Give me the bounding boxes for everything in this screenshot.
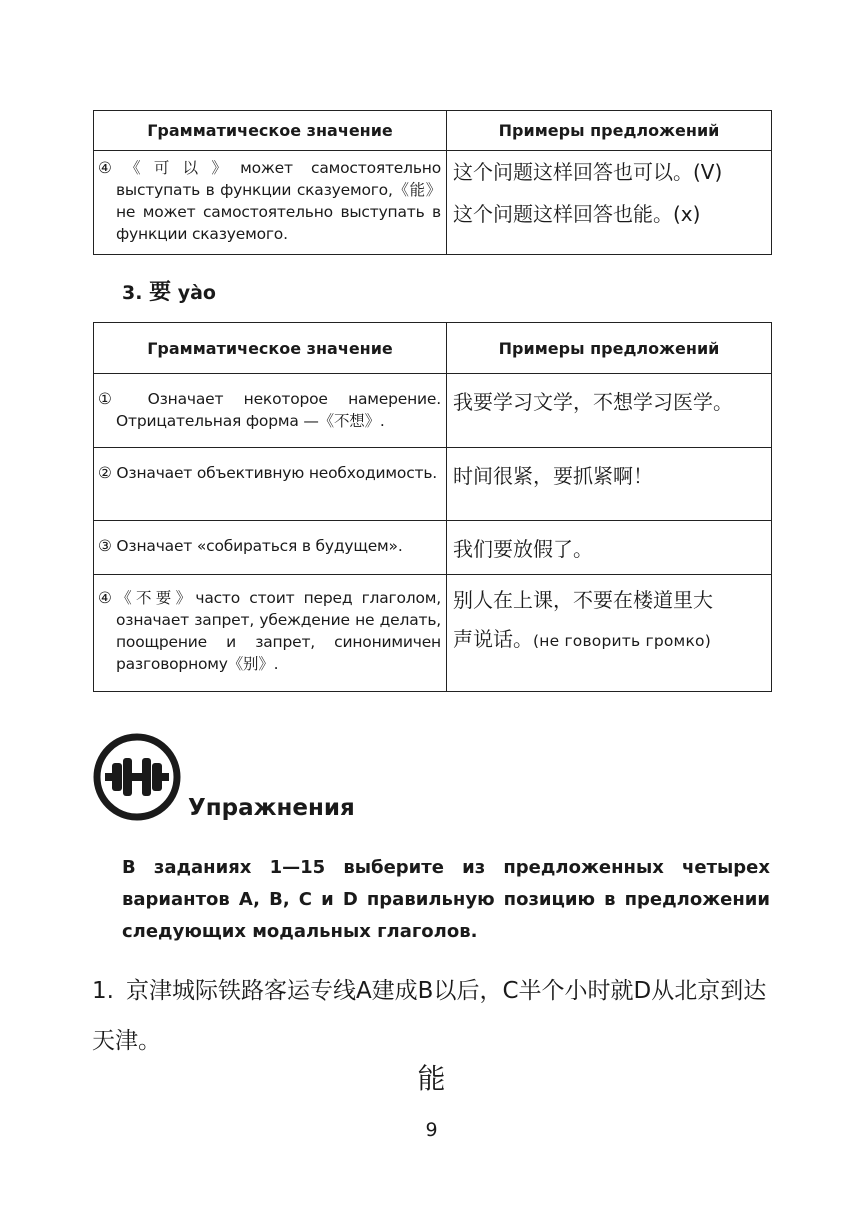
grammar-table-keyi (93, 110, 772, 255)
header-example-sentences: Примеры предложений (447, 323, 772, 374)
meaning-cell: ④《不要》часто стоит перед глаголом, означает запрет, убеждение не делать, поощрение и запрет, синонимичен разговорному《别》. (94, 575, 447, 692)
page-number: 9 (425, 1119, 438, 1141)
table-row (94, 521, 772, 575)
example-line (453, 620, 765, 661)
table-row (94, 374, 772, 448)
dumbbell-icon (92, 732, 182, 822)
example-cell (447, 575, 772, 692)
exercise-instruction: В заданиях 1—15 выберите из предложенных четырех вариантов A, B, C и D правильную позицию в предложении следующих модальных глаголов. (122, 857, 770, 942)
example-cell: 我们要放假了。 (447, 521, 772, 575)
table-row (94, 575, 772, 692)
question-number: 1. (92, 978, 114, 1004)
table-row (94, 151, 772, 255)
example-note: (не говорить громко) (533, 632, 711, 650)
section-heading-yao (122, 279, 216, 307)
example-sentence: 这个问题这样回答也可以。(V) (453, 160, 723, 184)
example-text: 声说话。 (453, 627, 533, 651)
example-sentence: 这个问题这样回答也能。(x) (453, 202, 701, 226)
question-text: 京津城际铁路客运专线A建成B以后，C半个小时就D从北京到达天津。 (92, 978, 767, 1054)
example-cell (447, 151, 772, 255)
modal-verb-word: 能 (417, 1062, 446, 1095)
meaning-cell: ① Означает некоторое намерение. Отрицательная форма —《不想》. (94, 374, 447, 448)
table-header-row (94, 323, 772, 374)
section-hanzi: 要 (149, 280, 172, 305)
example-cell: 时间很紧，要抓紧啊！ (447, 448, 772, 521)
table-row (94, 448, 772, 521)
header-grammar-meaning: Грамматическое значение (94, 111, 447, 151)
section-pinyin: yào (177, 282, 216, 304)
meaning-cell: ④《可以》может самостоятельно выступать в функции сказуемого,《能》не может самостоятельно выступать в функции сказуемого. (94, 151, 447, 255)
section-number: 3. (122, 282, 143, 304)
table-header-row (94, 111, 772, 151)
meaning-cell: ② Означает объективную необходимость. (94, 448, 447, 521)
grammar-table-yao (93, 322, 772, 692)
exercises-title: Упражнения (188, 795, 355, 821)
example-cell: 我要学习文学，不想学习医学。 (447, 374, 772, 448)
header-grammar-meaning: Грамматическое значение (94, 323, 447, 374)
exercise-question (92, 966, 772, 1066)
header-example-sentences: Примеры предложений (447, 111, 772, 151)
example-line: 别人在上课，不要在楼道里大 (453, 588, 713, 612)
meaning-cell: ③ Означает «собираться в будущем». (94, 521, 447, 575)
